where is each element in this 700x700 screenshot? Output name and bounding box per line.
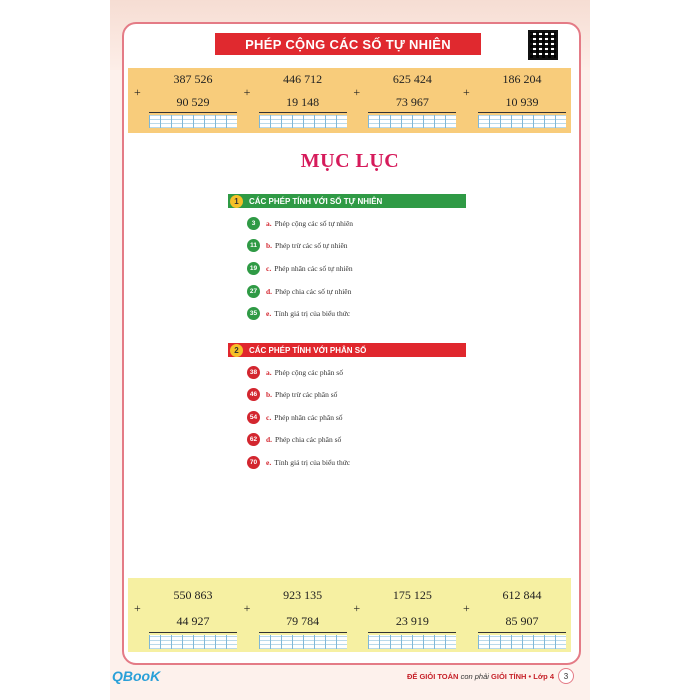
toc-item[interactable] xyxy=(247,216,353,230)
answer-grid[interactable] xyxy=(259,635,347,649)
addend-1: 923 135 xyxy=(283,588,323,602)
addition-problem xyxy=(351,68,457,133)
item-letter: e. xyxy=(266,457,272,467)
footer-series-title xyxy=(407,672,554,681)
sum-line xyxy=(149,632,237,633)
item-letter: c. xyxy=(266,263,272,273)
item-text: Phép chia các số tự nhiên xyxy=(275,286,352,296)
addend-2: 73 967 xyxy=(395,95,429,109)
addend-1: 612 844 xyxy=(502,588,542,602)
answer-grid[interactable] xyxy=(368,635,456,649)
addend-2: 10 939 xyxy=(505,95,539,109)
toc-section-2[interactable] xyxy=(228,343,466,357)
item-letter: a. xyxy=(266,367,272,377)
item-letter: a. xyxy=(266,218,272,228)
addition-problem xyxy=(242,68,348,133)
plus-sign: + xyxy=(462,601,470,615)
addition-problem xyxy=(351,578,457,652)
plus-sign: + xyxy=(353,601,361,615)
item-text: Phép chia các phân số xyxy=(275,434,342,444)
item-text: Phép nhân các số tự nhiên xyxy=(274,263,353,273)
section-title: CÁC PHÉP TÍNH VỚI PHÂN SỐ xyxy=(249,345,367,355)
addition-problem xyxy=(132,578,238,652)
answer-grid[interactable] xyxy=(368,115,456,128)
page-number-badge: 62 xyxy=(247,433,260,446)
item-text: Phép cộng các số tự nhiên xyxy=(274,218,354,228)
addition-problem xyxy=(461,578,567,652)
addend-2: 19 148 xyxy=(286,95,320,109)
toc-heading: MỤC LỤC xyxy=(300,150,400,172)
page-number-badge: 11 xyxy=(247,239,260,252)
plus-sign: + xyxy=(243,601,251,615)
toc-item[interactable] xyxy=(247,284,351,298)
addend-1: 550 863 xyxy=(173,588,213,602)
toc-item[interactable] xyxy=(247,306,350,320)
plus-sign: + xyxy=(134,85,141,99)
toc-item[interactable] xyxy=(247,432,341,446)
section-number-badge: 1 xyxy=(230,195,243,208)
book-page xyxy=(110,0,590,700)
sum-line xyxy=(478,632,566,633)
addend-1: 625 424 xyxy=(392,72,432,86)
addend-1: 186 204 xyxy=(502,72,542,86)
item-text: Phép trừ các phân số xyxy=(275,389,338,399)
answer-grid[interactable] xyxy=(259,115,347,128)
footer-text-mid: con phải xyxy=(460,672,489,681)
addend-2: 44 927 xyxy=(176,614,210,628)
toc-section-1[interactable] xyxy=(228,194,466,208)
item-text: Phép nhân các phân số xyxy=(274,412,343,422)
footer-text-prefix: ĐỂ GIỎI TOÁN xyxy=(406,672,459,681)
sum-line xyxy=(368,632,456,633)
sum-line xyxy=(478,112,566,113)
sum-line xyxy=(259,632,347,633)
item-letter: c. xyxy=(266,412,272,422)
sum-line xyxy=(149,112,237,113)
bottom-problems-band xyxy=(128,578,571,652)
answer-grid[interactable] xyxy=(478,115,566,128)
addend-2: 79 784 xyxy=(286,614,320,628)
toc-item[interactable] xyxy=(247,261,353,275)
item-letter: b. xyxy=(266,240,273,250)
answer-grid[interactable] xyxy=(478,635,566,649)
item-text: Phép cộng các phân số xyxy=(274,367,343,377)
addend-2: 85 907 xyxy=(505,614,539,628)
sum-line xyxy=(368,112,456,113)
section-title: CÁC PHÉP TÍNH VỚI SỐ TỰ NHIÊN xyxy=(249,196,383,206)
item-letter: d. xyxy=(266,286,273,296)
item-text: Tính giá trị của biểu thức xyxy=(274,457,351,467)
plus-sign: + xyxy=(462,85,470,99)
plus-sign: + xyxy=(134,601,141,615)
addend-1: 175 125 xyxy=(392,588,432,602)
item-text: Phép trừ các số tự nhiên xyxy=(275,240,348,250)
page-number-badge: 54 xyxy=(247,411,260,424)
addition-problem xyxy=(132,68,238,133)
addition-problem xyxy=(242,578,348,652)
item-letter: e. xyxy=(266,308,272,318)
page-number-badge: 19 xyxy=(247,262,260,275)
plus-sign: + xyxy=(353,85,361,99)
footer-text-suffix: GIỎI TÍNH • Lớp 4 xyxy=(491,672,554,681)
page-footer xyxy=(110,668,590,690)
top-problems-band xyxy=(128,68,571,133)
answer-grid[interactable] xyxy=(149,115,237,128)
page-number-badge: 46 xyxy=(247,388,260,401)
addend-1: 387 526 xyxy=(173,72,213,86)
toc-item[interactable] xyxy=(247,365,343,379)
page-number-badge: 38 xyxy=(247,366,260,379)
answer-grid[interactable] xyxy=(149,635,237,649)
addition-problem xyxy=(461,68,567,133)
toc-item[interactable] xyxy=(247,410,343,424)
page-title: PHÉP CỘNG CÁC SỐ TỰ NHIÊN xyxy=(215,33,481,55)
addend-2: 90 529 xyxy=(176,95,210,109)
logo-text: QBooK xyxy=(112,668,161,684)
addend-1: 446 712 xyxy=(283,72,323,86)
item-text: Tính giá trị của biểu thức xyxy=(274,308,351,318)
page-number: 3 xyxy=(558,668,574,684)
page-number-badge: 3 xyxy=(247,217,260,230)
qr-code-icon xyxy=(528,30,558,60)
toc-item[interactable] xyxy=(247,387,337,401)
page-number-badge: 70 xyxy=(247,456,260,469)
publisher-logo xyxy=(112,668,160,684)
item-letter: b. xyxy=(266,389,273,399)
toc-item[interactable] xyxy=(247,238,348,252)
item-letter: d. xyxy=(266,434,273,444)
plus-sign: + xyxy=(243,85,251,99)
toc-item[interactable] xyxy=(247,455,350,469)
section-number-badge: 2 xyxy=(230,344,243,357)
sum-line xyxy=(259,112,347,113)
page-number-badge: 35 xyxy=(247,307,260,320)
page-number-badge: 27 xyxy=(247,285,260,298)
addend-2: 23 919 xyxy=(395,614,429,628)
